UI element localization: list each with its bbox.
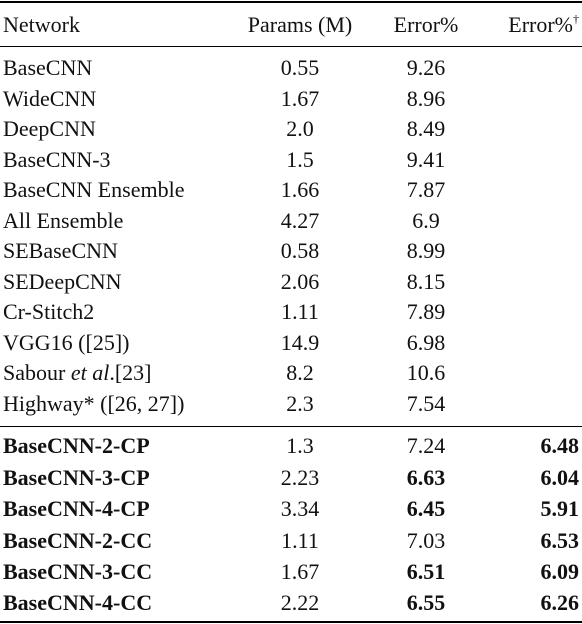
network-name: All Ensemble: [3, 207, 124, 233]
error-value: 7.03: [406, 527, 446, 553]
table-row: [0, 206, 582, 236]
network-name: [3, 358, 151, 388]
params-value: 1.66: [280, 177, 320, 202]
header-network: Network: [3, 12, 80, 37]
table-row: [0, 175, 582, 205]
network-name: BaseCNN-2-CC: [3, 527, 153, 553]
error2-value: 6.26: [540, 590, 579, 615]
params-value: 8.2: [286, 360, 314, 385]
header-rule: [0, 46, 582, 47]
table-row: [0, 494, 582, 524]
error-value: 8.15: [406, 268, 446, 294]
header-error: Error%: [393, 12, 459, 37]
error-value: 10.6: [406, 360, 446, 385]
network-name: BaseCNN-3-CP: [3, 464, 150, 490]
network-name-suffix: .[23]: [109, 360, 152, 385]
network-name: Cr-Stitch2: [3, 299, 95, 324]
error-value: 8.49: [406, 116, 446, 141]
header-error2-label: Error%: [508, 12, 573, 37]
network-name-italic: et al: [70, 360, 110, 385]
section-rule: [0, 426, 582, 427]
error-value: 6.45: [406, 496, 446, 521]
error2-value: 6.48: [540, 433, 579, 458]
error-value: 8.96: [406, 85, 446, 111]
network-name: BaseCNN-3: [3, 146, 111, 172]
error2-value: 6.09: [540, 559, 579, 584]
params-value: 1.67: [280, 559, 320, 584]
network-name: Highway* ([26, 27]): [3, 390, 185, 416]
network-name: SEDeepCNN: [3, 268, 122, 294]
network-name: WideCNN: [3, 85, 97, 111]
table-row: [0, 358, 582, 388]
top-rule: [0, 1, 582, 3]
error-value: 6.63: [406, 464, 446, 490]
error-value: 9.41: [406, 146, 446, 172]
params-value: 2.3: [286, 390, 314, 416]
error2-value: 6.04: [540, 464, 579, 490]
error2-value: 5.91: [540, 496, 579, 521]
params-value: 2.23: [280, 464, 320, 490]
header-error-dagger: [508, 10, 579, 43]
params-value: 14.9: [280, 329, 320, 355]
error-value: 7.89: [406, 299, 446, 324]
header-params: Params (M): [247, 12, 353, 37]
table-row: [0, 389, 582, 419]
dagger-mark: †: [573, 12, 579, 26]
table-row: [0, 114, 582, 144]
table-row: [0, 431, 582, 461]
params-value: 1.5: [286, 146, 314, 172]
error-value: 6.9: [412, 207, 440, 233]
network-name: BaseCNN-4-CC: [3, 590, 153, 615]
network-name: VGG16 ([25]): [3, 329, 130, 355]
error-value: 6.51: [406, 559, 446, 584]
params-value: 2.0: [286, 116, 314, 141]
error-value: 9.26: [406, 55, 446, 80]
table-row: [0, 297, 582, 327]
table-row: [0, 236, 582, 266]
params-value: 4.27: [280, 207, 320, 233]
error-value: 7.87: [406, 177, 446, 202]
table-row: [0, 53, 582, 83]
error-value: 7.24: [406, 433, 446, 458]
table-row: [0, 328, 582, 358]
network-name: BaseCNN-2-CP: [3, 433, 150, 458]
error-value: 7.54: [406, 390, 446, 416]
params-value: 1.67: [280, 85, 320, 111]
table-row: [0, 463, 582, 493]
table-row: [0, 557, 582, 587]
network-name: BaseCNN-4-CP: [3, 496, 150, 521]
header-row: [0, 10, 582, 40]
bottom-rule: [0, 621, 582, 623]
table-row: [0, 526, 582, 556]
network-name: BaseCNN: [3, 55, 93, 80]
error2-value: 6.53: [540, 527, 579, 553]
params-value: 2.06: [280, 268, 320, 294]
params-value: 3.34: [280, 496, 320, 521]
params-value: 1.11: [281, 299, 319, 324]
network-name: BaseCNN Ensemble: [3, 177, 185, 202]
params-value: 0.58: [280, 238, 320, 263]
params-value: 2.22: [280, 590, 320, 615]
network-name: SEBaseCNN: [3, 238, 118, 263]
table-row: [0, 588, 582, 618]
network-name-prefix: Sabour: [3, 360, 71, 385]
network-name: BaseCNN-3-CC: [3, 559, 153, 584]
params-value: 0.55: [280, 55, 320, 80]
network-name: DeepCNN: [3, 116, 96, 141]
error-value: 8.99: [406, 238, 446, 263]
error-value: 6.98: [406, 329, 446, 355]
table-row: [0, 267, 582, 297]
error-value: 6.55: [406, 590, 446, 615]
params-value: 1.11: [281, 527, 319, 553]
table-row: [0, 145, 582, 175]
params-value: 1.3: [286, 433, 314, 458]
table-row: [0, 84, 582, 114]
